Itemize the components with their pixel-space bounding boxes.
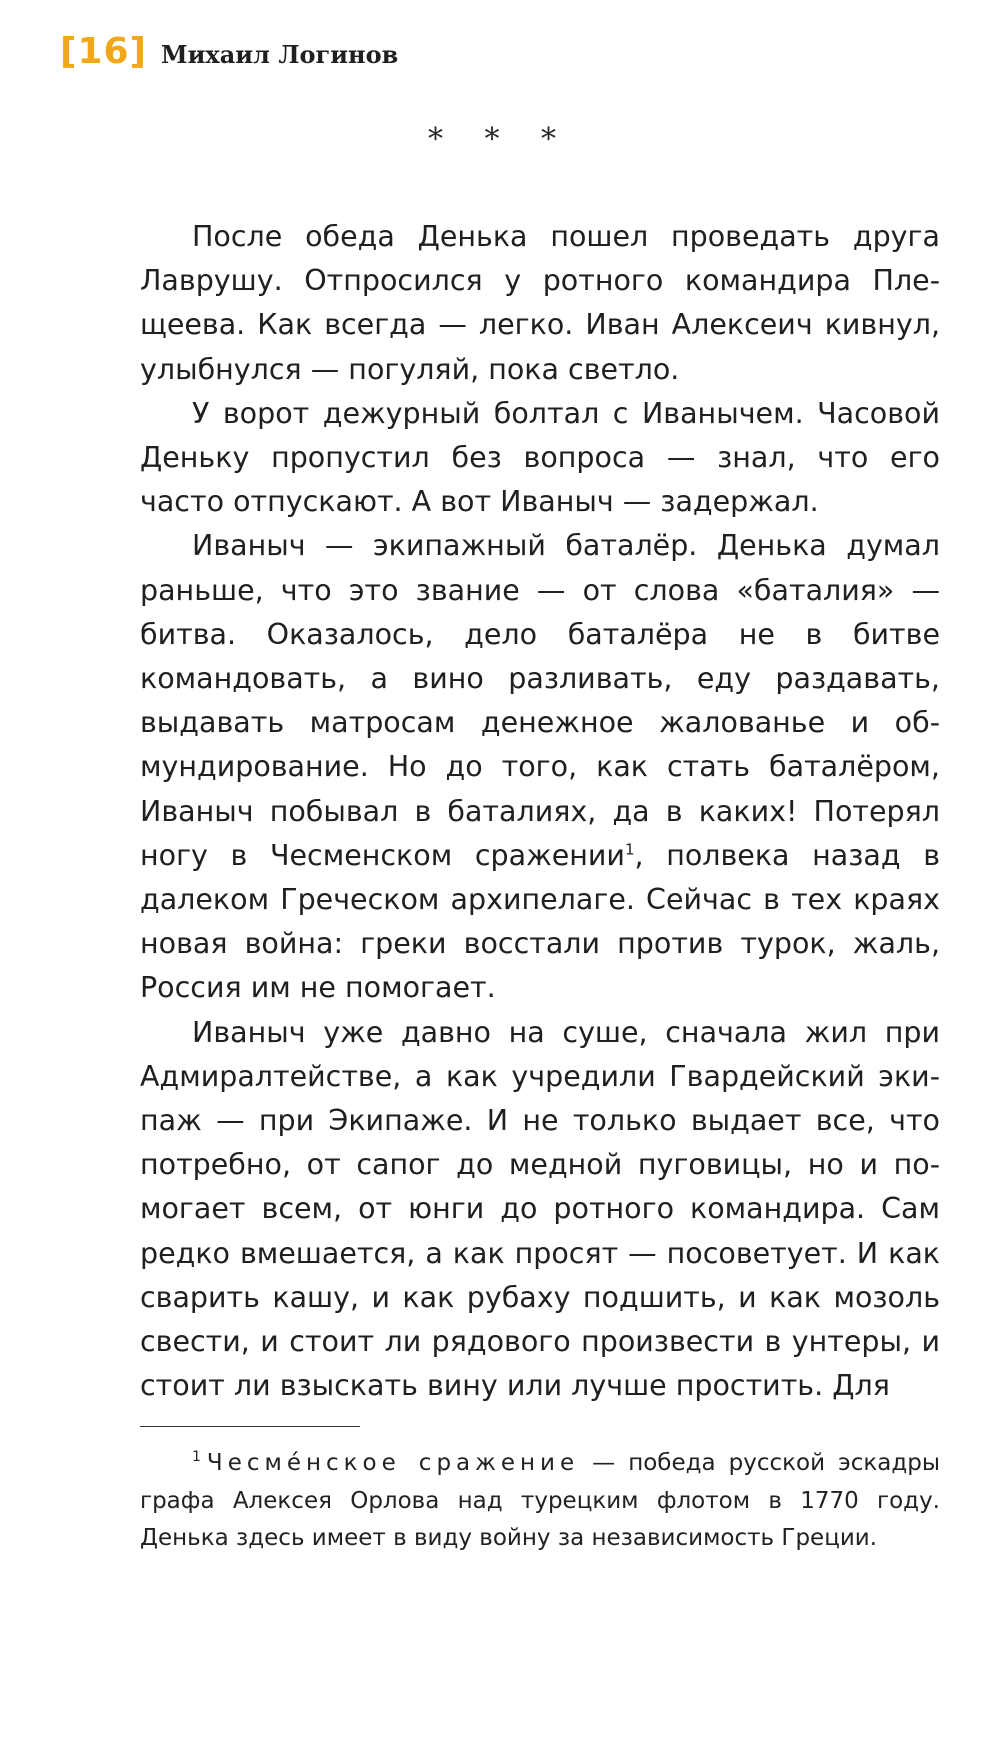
paragraph-text: У ворот дежурный болтал с Иванычем. Часовой Деньку пропустил без вопроса — знал, что его часто отпускают. А вот Иваныч — задержал. [140, 396, 940, 519]
paragraph-text: Иваныч уже давно на суше, сначала жил при Адмиралтействе, а как учредили Гвардейский экипаж — при Экипаже. И не только выдает все, что потребно, от сапог до медной пуговицы, но и помогает всем, от юнги до ротного командира. Сам редко вмешается, а как просят — посоветует. И как сварить кашу, и как рубаху подшить, и как мозоль свести, и стоит ли рядового произвести в унтеры, и стоит ли взыскать вину или лучше простить. Для [140, 1015, 940, 1403]
footnote-text: — победа русской эскадры графа Алексея Орлова над турецким флотом в 1770 году. Денька здесь имеет в виду войну за независимость Греции. [140, 1450, 940, 1551]
paragraph-text: После обеда Денька пошел проведать друга Лаврушу. Отпросился у ротного командира Плещеева. Как всегда — легко. Иван Алексеич кивнул, улыбнулся — погуляй, пока светло. [140, 220, 940, 386]
footnote-reference[interactable]: 1 [624, 840, 635, 859]
paragraph-text: Иваныч — экипажный баталёр. Денька думал раньше, что это звание — от слова «баталия» — битва. Оказалось, дело баталёра не в битве командовать, а вино разливать, еду раздавать, выдавать матросам денежное жалованье и обмундирование. Но до того, как стать баталёром, Иваныч побывал в баталиях, да в каких! Потерял ногу в Чесменском сражении [140, 529, 940, 872]
paragraph [140, 215, 940, 392]
paragraph [140, 392, 940, 525]
paragraph [140, 1011, 940, 1409]
footnote [140, 1445, 940, 1558]
main-text [140, 215, 940, 1408]
section-break: * * * [427, 122, 573, 157]
footnote-divider [140, 1426, 360, 1427]
footnote-term: Чесме́нское сражение [206, 1450, 580, 1476]
author-name: Михаил Логинов [161, 40, 399, 69]
paragraph-text: , полвека назад в далеком Греческом архипелаге. Сейчас в тех краях новая война: греки восстали против турок, жаль, Россия им не помогает. [140, 838, 940, 1005]
page-number: [16] [60, 31, 148, 72]
footnotes [140, 1445, 940, 1558]
paragraph [140, 524, 940, 1010]
footnote-marker: 1 [192, 1449, 201, 1466]
running-head [60, 31, 399, 72]
